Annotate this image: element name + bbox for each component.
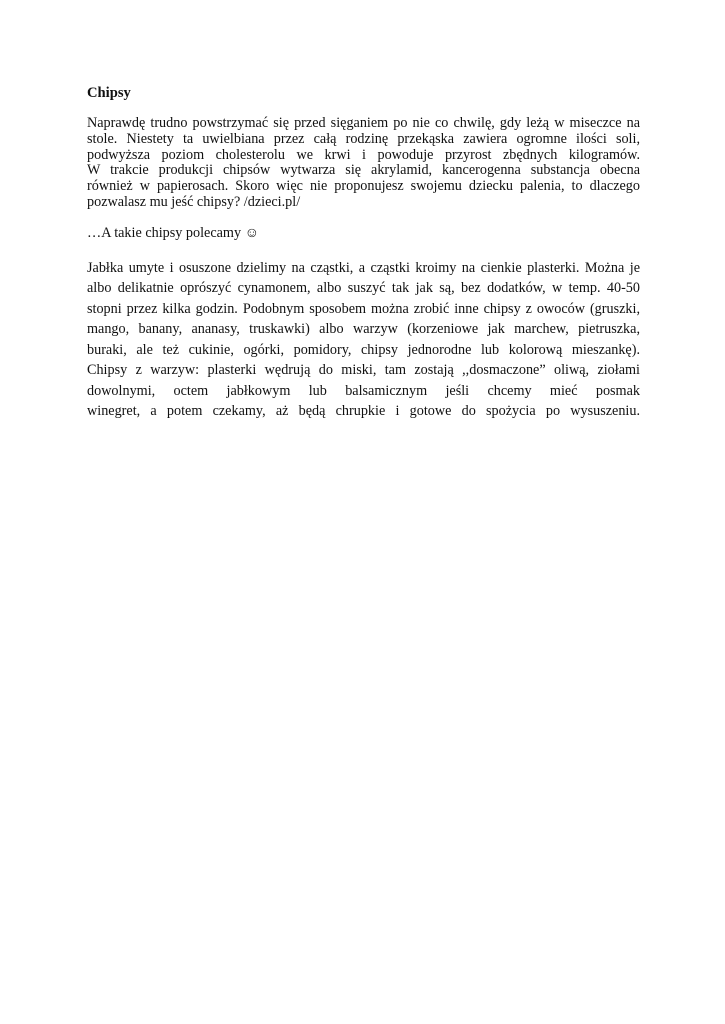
paragraph-line: mango, banany, ananasy, truskawki) albo warzyw (korzeniowe jak marchew, pietruszka, — [87, 321, 640, 338]
paragraph-line: podwyższa poziom cholesterolu we krwi i powoduje przyrost zbędnych kilogramów. — [87, 146, 640, 163]
paragraph-line: W trakcie produkcji chipsów wytwarza się akrylamid, kancerogenna substancja obecna — [87, 162, 640, 179]
document-body — [87, 84, 640, 422]
paragraph-line: stopni przez kilka godzin. Podobnym sposobem można zrobić inne chipsy z owoców (gruszki, — [87, 300, 640, 317]
intro-paragraph — [87, 116, 640, 211]
paragraph-line: winegret, a potem czekamy, aż będą chrupkie i gotowe do spożycia po wysuszeniu. — [87, 403, 640, 420]
paragraph-line: albo delikatnie oprószyć cynamonem, albo suszyć tak jak są, bez dodatków, w temp. 40-50 — [87, 280, 640, 297]
paragraph-line: również w papierosach. Skoro więc nie proponujesz swojemu dziecku palenia, to dlaczego — [87, 178, 640, 195]
paragraph-line: stole. Niestety ta uwielbiana przez całą rodzinę przekąska zawiera ogromne ilości soli, — [87, 130, 640, 147]
paragraph-line: Naprawdę trudno powstrzymać się przed sięganiem po nie co chwilę, gdy leżą w miseczce na — [87, 115, 640, 131]
paragraph-line: Chipsy z warzyw: plasterki wędrują do miski, tam zostają ,,dosmaczone” oliwą, ziołami — [87, 362, 640, 379]
recommendation-line: …A takie chipsy polecamy ☺ — [87, 224, 260, 241]
paragraph-line: pozwalasz mu jeść chipsy? /dzieci.pl/ — [87, 193, 301, 210]
paragraph-line: buraki, ale też cukinie, ogórki, pomidory, chipsy jednorodne lub kolorową mieszankę). — [87, 341, 640, 358]
recipe-paragraph — [87, 258, 640, 422]
paragraph-line: dowolnymi, octem jabłkowym lub balsamicznym jeśli chcemy mieć posmak — [87, 382, 640, 399]
document-title: Chipsy — [87, 85, 131, 101]
paragraph-line: Jabłka umyte i osuszone dzielimy na cząstki, a cząstki kroimy na cienkie plasterki. Można je — [87, 259, 640, 276]
